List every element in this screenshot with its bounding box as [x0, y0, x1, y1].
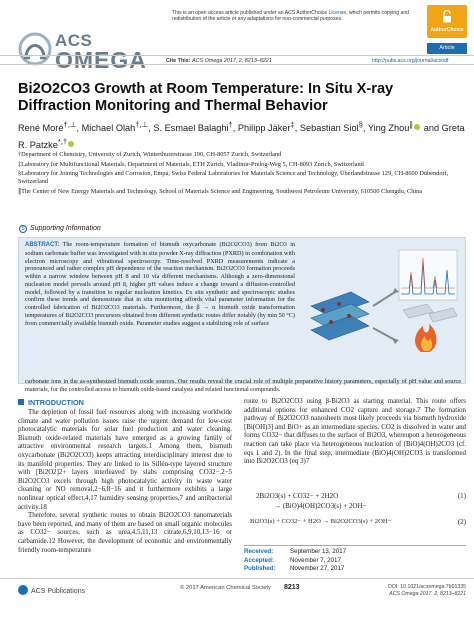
date-published: Published: November 27, 2017 [244, 565, 345, 572]
author[interactable]: Greta R. Patzke*,† [18, 123, 465, 151]
affiliation: ∥The Center of New Energy Materials and Technology, School of Materials Science and Engineering, Southwest Petroleum University, 610500 Chengdu, China [18, 188, 423, 196]
date-received: Received: September 13, 2017 [244, 548, 347, 555]
author-choice-badge[interactable] [427, 5, 467, 38]
journal-name-omega: OMEGA [55, 47, 147, 73]
section-heading-introduction: INTRODUCTION [18, 398, 84, 407]
author-list: René Moré†,⊥, Michael Olah†,⊥, S. Esmael Balaghi†, Philipp Jäker‡, Sebastian Siol§, Ying Zhou∥ and Greta R. Patzke*,† [18, 120, 465, 151]
author[interactable]: Michael Olah†,⊥ [81, 120, 149, 134]
author[interactable]: Philipp Jäker‡ [237, 120, 295, 134]
cite-this[interactable]: Cite This: ACS Omega 2017, 2, 8213–8221 [166, 58, 272, 64]
paragraph: Therefore, several synthetic routes to obtain Bi2O2CO3 nanomaterials have been reported, and many of them are based on small organic molecules as CO32− sources, such as urea,4,5,11,13 citrate,6,9,10,13−16 or carbamide.12 However, the development of economic and environmentally friendly room-temperature [18, 512, 232, 554]
equation-2: Bi2O3(s) + CO32− + H2O → Bi2O2CO3(s) + 2OH− (2) [250, 518, 466, 526]
paragraph: The depletion of fossil fuel resources along with increasing worldwide climate and water pollution issues raise the urgent demand for low-cost photocatalytic materials for solar fuel production and water cleaning. Bismuth oxide-related materials have emerged as a growing family of attractive environmental research targets.1 Among them, bismuth oxycarbonate (Bi2O2CO3) keeps attracting interdisciplinary interest due to its manifold properties. They are linked to its Sillén-type layered structure with [Bi2O2]2+ layers interleaved by slabs comprising CO32−.2−5 Bi2O2CO3 excels through high photocatalytic activity in waste water cleaning or NO removal,2−6,8−16 and it furthermore exhibits a large nonlinear optical effect,4,17 humidity sensing properties,7 and antibacterial activity.18 [18, 409, 232, 511]
orcid-icon[interactable] [414, 124, 420, 130]
author[interactable]: René Moré†,⊥ [18, 120, 77, 134]
acs-publications-logo[interactable]: ACS Publications [18, 585, 85, 595]
acs-publications-icon [18, 585, 28, 595]
abstract-text: ABSTRACT: The room-temperature formation of bismuth oxycarbonate (Bi2O2CO3) from Bi2O3 in sodium carbonate buffer was investigated with in situ powder X-ray diffraction (PXRD) in combination with electron microscopy and vibrational spectroscopy. Time-resolved PXRD measurements indicate a pronounced and rather complex pH dependence of the reaction mechanism. Bi2O2CO3 formation proceeds within a narrow window between pH 8 and 10 via different mechanisms. Although a zero-dimensional nucleation model prevails around pH 8, higher pH values induce a change toward a diffusion-controlled model, followed by a transition to regular nucleation kinetics. Ex situ synthetic and spectroscopic studies confirm these trends and demonstrate that in situ monitoring affords vital parameter information for the controlled fabrication of Bi2O2CO3 materials. Furthermore, the β → α bismuth oxide transformation temperatures of Bi2O2CO3 precursors obtained from different synthetic routes differ notably (by min 50 °C) from commercially available bismuth oxide. Parameter studies suggest a stabilizing role of surface [25, 241, 296, 327]
copyright: © 2017 American Chemical Society [180, 585, 271, 591]
equation-1: 2Bi2O3(s) + CO32− + 2H2O → (BiO)4(OH)2CO3(s) + 2OH− (1) [256, 492, 466, 510]
abstract-box [18, 237, 466, 393]
doi-info[interactable]: DOI: 10.1021/acsomega.7b01335 ACS Omega 2017, 2, 8213–8221 [388, 584, 466, 597]
body-column-right [244, 398, 466, 467]
article-type-tag: Article [427, 43, 467, 54]
date-accepted: Accepted: November 7, 2017 [244, 556, 341, 564]
equation-number: (1) [457, 492, 466, 500]
open-lock-icon [442, 10, 452, 23]
license-link[interactable]: License [328, 10, 347, 16]
xrd-pattern-icon [399, 250, 457, 300]
affiliation: ‡Laboratory for Multifunctional Materials, Department of Materials, ETH Zurich, Vladimir-Prelog-Weg 5, CH-8093 Zurich, Switzerland [18, 160, 364, 168]
paragraph: route to Bi2O2CO3 using β-Bi2O3 as starting material. This route offers additional options for enhanced CO2 capture and storage.7 The formation pathway of Bi2O2CO3 nanosheets most likely proceeds via bismuth hydroxide [Bi(OH)3] and BiO+ as an intermediate species. CO2 is dissolved in water and forms CO32− that diffuses to the surface of Bi2O3, whereupon a heterogeneous reaction can take place via heterogeneous nucleation of (BiO)4(OH)2CO3 (cf. eqs 1 and 2). In the final step, intermediate (BiO)4(OH)2CO3 is transformed into Bi2O2CO3 (eq 3)7 [244, 398, 466, 466]
equation-number: (2) [457, 518, 466, 526]
supporting-info-link[interactable]: S Supporting Information [19, 225, 101, 233]
journal-url-link[interactable]: http://pubs.acs.org/journal/acsodf [372, 58, 449, 64]
article-title: Bi2O2CO3 Growth at Room Temperature: In Situ X-ray Diffraction Monitoring and Thermal Behavior [18, 81, 394, 114]
badge-label: AuthorChoice [430, 27, 464, 33]
abstract-heading: ABSTRACT: [25, 242, 60, 248]
page-number: 8213 [284, 584, 300, 591]
affiliations [18, 151, 466, 198]
article-dates [244, 545, 466, 574]
open-access-note: This is an open access article published under an ACS AuthorChoice License, which permits copying and redistribution of the article or any adaptations for non-commercial purposes. [172, 10, 410, 23]
info-icon: S [19, 225, 27, 233]
journal-name-acs: ACS [55, 31, 93, 50]
author[interactable]: Ying Zhou∥ [367, 120, 414, 134]
body-column-left [18, 409, 232, 555]
orcid-icon[interactable] [68, 141, 74, 147]
affiliation: †Department of Chemistry, University of Zurich, Winterthurerstrasse 190, CH-8057 Zurich, Switzerland [18, 151, 282, 158]
toc-graphic [303, 244, 461, 364]
author[interactable]: Sebastian Siol§ [299, 120, 363, 134]
section-marker-icon [18, 399, 24, 405]
abstract-text-continued: carbonate ions in the as-synthesized bismuth oxide sources. Our results reveal the crucial role of multiple preparative history parameters, especially of pH value and source materials, for the controlled access to bismuth oxide-based catalysts and related functional compounds. [25, 378, 461, 393]
citation-bar [0, 55, 474, 65]
page-footer [0, 578, 474, 620]
affiliation: §Laboratory for Joining Technologies and Corrosion, Empa, Swiss Federal Laboratories for Materials Science and Technology, Überlandstrasse 129, CH-8600 Dübendorf, Switzerland [18, 170, 449, 186]
author[interactable]: S. Esmael Balaghi† [153, 120, 233, 134]
